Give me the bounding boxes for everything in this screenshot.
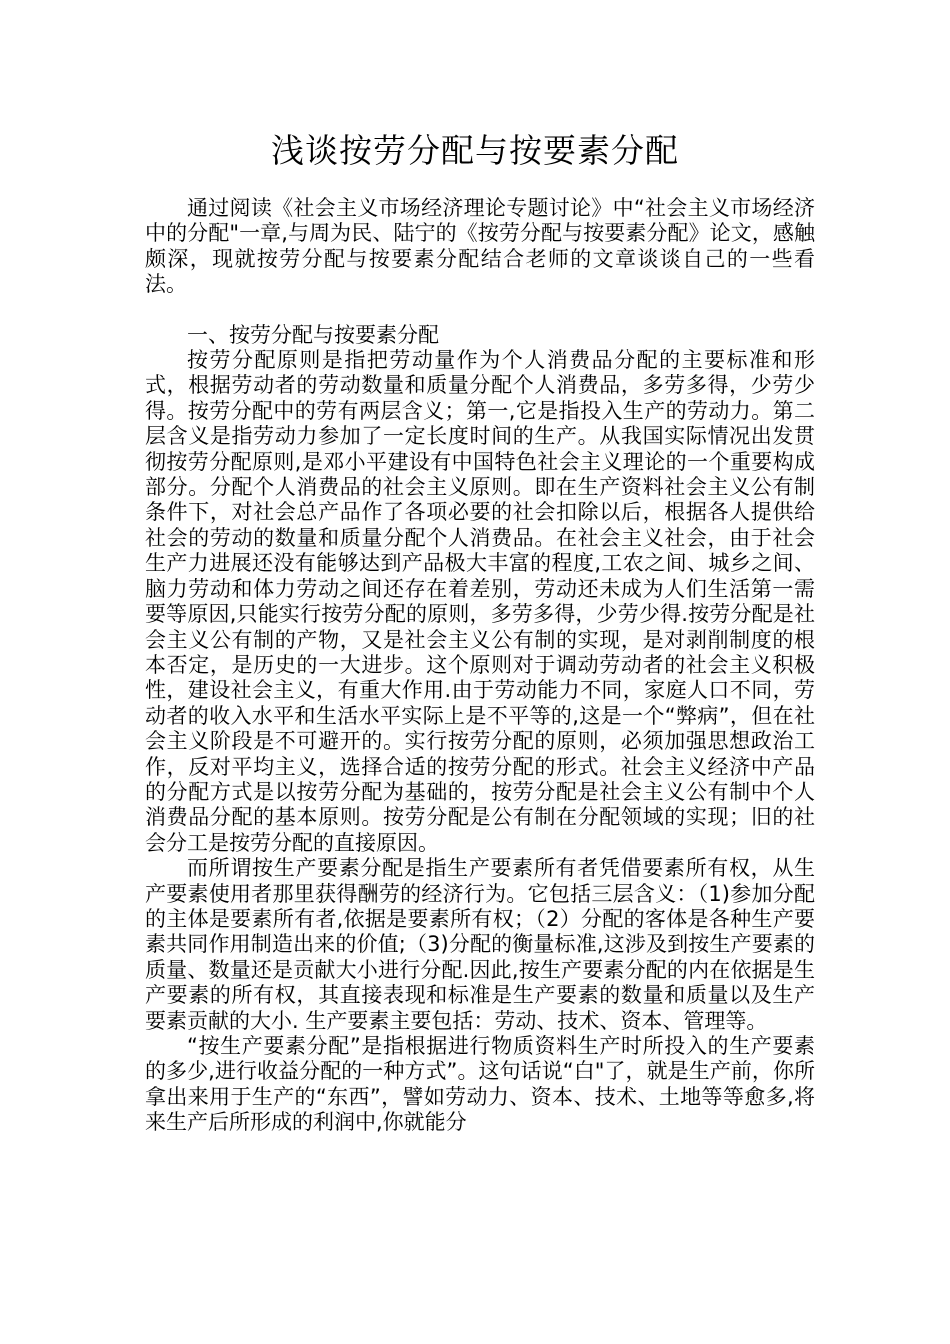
section-heading: 一、按劳分配与按要素分配 xyxy=(187,322,439,347)
body-paragraph: 按劳分配原则是指把劳动量作为个人消费品分配的主要标准和形式，根据劳动者的劳动数量和质量分配个人消费品，多劳多得，少劳少得。按劳分配中的劳有两层含义；第一,它是指投入生产的劳动力。第二层含义是指劳动力参加了一定长度时间的生产。从我国实际情况出发贯彻按劳分配原则,是邓小平建设有中国特色社会主义理论的一个重要构成部分。分配个人消费品的社会主义原则。即在生产资料社会主义公有制条件下，对社会总产品作了各项必要的社会扣除以后，根据各人提供给社会的劳动的数量和质量分配个人消费品。在社会主义社会，由于社会生产力进展还没有能够达到产品极大丰富的程度,工农之间、城乡之间、脑力劳动和体力劳动之间还存在着差别，劳动还未成为人们生活第一需要等原因,只能实行按劳分配的原则，多劳多得，少劳少得.按劳分配是社会主义公有制的产物，又是社会主义公有制的实现，是对剥削制度的根本否定，是历史的一大进步。这个原则对于调动劳动者的社会主义积极性，建设社会主义，有重大作用.由于劳动能力不同，家庭人口不同，劳动者的收入水平和生活水平实际上是不平等的,这是一个“弊病”，但在社会主义阶段是不可避开的。实行按劳分配的原则，必须加强思想政治工作，反对平均主义，选择合适的按劳分配的形式。社会主义经济中产品的分配方式是以按劳分配为基础的，按劳分配是社会主义公有制中个人消费品分配的基本原则。按劳分配是公有制在分配领域的实现；旧的社会分工是按劳分配的直接原因。 xyxy=(145,348,815,855)
document-body xyxy=(145,196,815,1136)
body-paragraph: “按生产要素分配”是指根据进行物质资料生产时所投入的生产要素的多少,进行收益分配的一种方式”。这句话说“白"了，就是生产前，你所拿出来用于生产的“东西”，譬如劳动力、资本、技术、土地等等愈多,将来生产后所形成的利润中,你就能分 xyxy=(145,1034,815,1135)
body-paragraph: 而所谓按生产要素分配是指生产要素所有者凭借要素所有权，从生产要素使用者那里获得酬劳的经济行为。它包括三层含义：（1)参加分配的主体是要素所有者,依据是要素所有权；（2）分配的客体是各种生产要素共同作用制造出来的价值;（3)分配的衡量标准,这涉及到按生产要素的质量、数量还是贡献大小进行分配.因此,按生产要素分配的内在依据是生产要素的所有权，其直接表现和标准是生产要素的数量和质量以及生产要素贡献的大小. 生产要素主要包括：劳动、技术、资本、管理等。 xyxy=(145,856,815,1033)
intro-paragraph: 通过阅读《社会主义市场经济理论专题讨论》中“社会主义市场经济中的分配"一章,与周为民、陆宁的《按劳分配与按要素分配》论文，感触颇深，现就按劳分配与按要素分配结合老师的文章谈谈自己的一些看法。 xyxy=(145,196,815,297)
document-title: 浅谈按劳分配与按要素分配 xyxy=(271,131,679,170)
